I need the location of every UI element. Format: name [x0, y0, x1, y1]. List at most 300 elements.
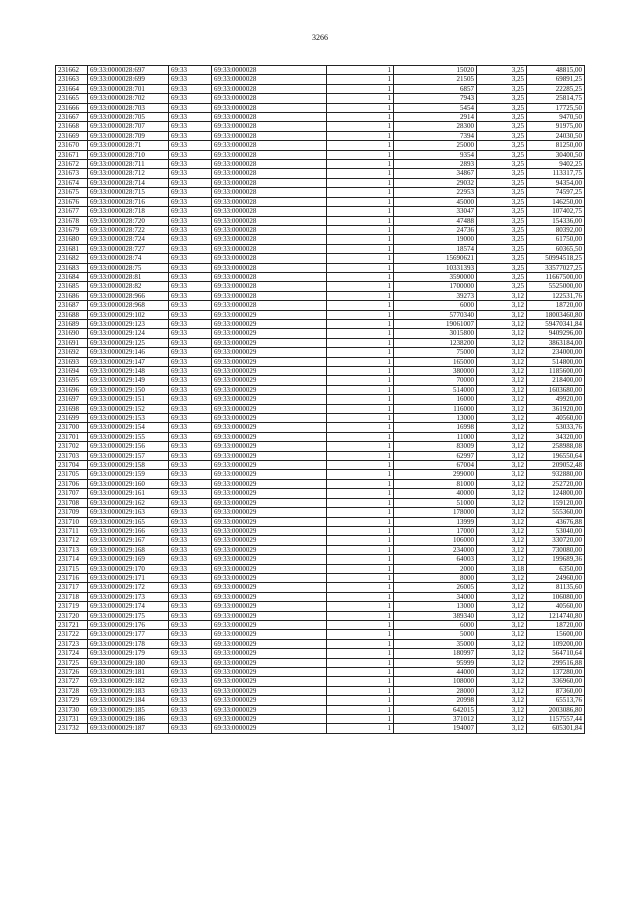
cadastral-quarter-cell: 69:33:0000029 [212, 602, 327, 611]
table-row [56, 141, 585, 150]
region-code-cell: 69:33 [169, 282, 212, 291]
cadastral-value-cell: 113317,75 [527, 169, 585, 178]
cadastral-quarter-cell: 69:33:0000029 [212, 668, 327, 677]
cadastral-value-cell: 2003086,80 [527, 705, 585, 714]
row-number-cell: 231716 [56, 573, 88, 582]
table-row [56, 555, 585, 564]
cadastral-value-cell: 40560,00 [527, 602, 585, 611]
cadastral-value-cell: 59470341,84 [527, 319, 585, 328]
area-value-cell: 95999 [394, 658, 477, 667]
region-code-cell: 69:33 [169, 169, 212, 178]
table-row [56, 592, 585, 601]
region-code-cell: 69:33 [169, 432, 212, 441]
cadastral-quarter-cell: 69:33:0000029 [212, 564, 327, 573]
cadastral-number-cell: 69:33:0000028:703 [88, 103, 169, 112]
cadastral-number-cell: 69:33:0000029:124 [88, 329, 169, 338]
rate-value-cell: 3,12 [477, 639, 527, 648]
region-code-cell: 69:33 [169, 489, 212, 498]
cadastral-quarter-cell: 69:33:0000029 [212, 686, 327, 695]
table-row [56, 705, 585, 714]
count-value-cell: 1 [327, 254, 394, 263]
cadastral-value-cell: 555360,00 [527, 508, 585, 517]
table-row [56, 131, 585, 140]
area-value-cell: 39273 [394, 291, 477, 300]
region-code-cell: 69:33 [169, 715, 212, 724]
rate-value-cell: 3,25 [477, 254, 527, 263]
rate-value-cell: 3,25 [477, 131, 527, 140]
region-code-cell: 69:33 [169, 470, 212, 479]
region-code-cell: 69:33 [169, 348, 212, 357]
row-number-cell: 231715 [56, 564, 88, 573]
cadastral-number-cell: 69:33:0000029:165 [88, 517, 169, 526]
count-value-cell: 1 [327, 602, 394, 611]
cadastral-number-cell: 69:33:0000028:81 [88, 272, 169, 281]
cadastral-number-cell: 69:33:0000029:175 [88, 611, 169, 620]
cadastral-quarter-cell: 69:33:0000029 [212, 536, 327, 545]
rate-value-cell: 3,18 [477, 564, 527, 573]
table-row [56, 639, 585, 648]
cadastral-value-table [55, 65, 585, 734]
count-value-cell: 1 [327, 272, 394, 281]
cadastral-value-cell: 6350,00 [527, 564, 585, 573]
table-row [56, 254, 585, 263]
count-value-cell: 1 [327, 395, 394, 404]
area-value-cell: 2914 [394, 113, 477, 122]
area-value-cell: 1238200 [394, 338, 477, 347]
row-number-cell: 231704 [56, 461, 88, 470]
count-value-cell: 1 [327, 639, 394, 648]
area-value-cell: 5770340 [394, 310, 477, 319]
region-code-cell: 69:33 [169, 367, 212, 376]
cadastral-quarter-cell: 69:33:0000029 [212, 367, 327, 376]
cadastral-number-cell: 69:33:0000029:102 [88, 310, 169, 319]
rate-value-cell: 3,12 [477, 611, 527, 620]
table-row [56, 329, 585, 338]
count-value-cell: 1 [327, 489, 394, 498]
table-row [56, 564, 585, 573]
row-number-cell: 231726 [56, 668, 88, 677]
count-value-cell: 1 [327, 113, 394, 122]
cadastral-value-cell: 106080,00 [527, 592, 585, 601]
cadastral-quarter-cell: 69:33:0000028 [212, 113, 327, 122]
area-value-cell: 34867 [394, 169, 477, 178]
cadastral-value-cell: 218400,00 [527, 376, 585, 385]
count-value-cell: 1 [327, 404, 394, 413]
region-code-cell: 69:33 [169, 498, 212, 507]
cadastral-value-cell: 336960,00 [527, 677, 585, 686]
region-code-cell: 69:33 [169, 479, 212, 488]
cadastral-number-cell: 69:33:0000029:148 [88, 367, 169, 376]
cadastral-number-cell: 69:33:0000029:125 [88, 338, 169, 347]
row-number-cell: 231717 [56, 583, 88, 592]
row-number-cell: 231683 [56, 263, 88, 272]
cadastral-quarter-cell: 69:33:0000028 [212, 282, 327, 291]
cadastral-number-cell: 69:33:0000028:697 [88, 66, 169, 75]
table-row [56, 545, 585, 554]
region-code-cell: 69:33 [169, 188, 212, 197]
cadastral-value-cell: 1214740,80 [527, 611, 585, 620]
count-value-cell: 1 [327, 536, 394, 545]
rate-value-cell: 3,25 [477, 169, 527, 178]
row-number-cell: 231724 [56, 649, 88, 658]
rate-value-cell: 3,25 [477, 113, 527, 122]
row-number-cell: 231731 [56, 715, 88, 724]
count-value-cell: 1 [327, 611, 394, 620]
row-number-cell: 231718 [56, 592, 88, 601]
region-code-cell: 69:33 [169, 611, 212, 620]
cadastral-value-cell: 124800,00 [527, 489, 585, 498]
cadastral-number-cell: 69:33:0000029:186 [88, 715, 169, 724]
cadastral-quarter-cell: 69:33:0000029 [212, 677, 327, 686]
table-row [56, 414, 585, 423]
region-code-cell: 69:33 [169, 357, 212, 366]
row-number-cell: 231667 [56, 113, 88, 122]
rate-value-cell: 3,25 [477, 94, 527, 103]
cadastral-quarter-cell: 69:33:0000029 [212, 404, 327, 413]
cadastral-quarter-cell: 69:33:0000029 [212, 479, 327, 488]
cadastral-number-cell: 69:33:0000028:705 [88, 113, 169, 122]
region-code-cell: 69:33 [169, 451, 212, 460]
count-value-cell: 1 [327, 141, 394, 150]
rate-value-cell: 3,12 [477, 526, 527, 535]
row-number-cell: 231664 [56, 84, 88, 93]
region-code-cell: 69:33 [169, 310, 212, 319]
cadastral-value-cell: 24960,00 [527, 573, 585, 582]
region-code-cell: 69:33 [169, 160, 212, 169]
cadastral-number-cell: 69:33:0000029:153 [88, 414, 169, 423]
area-value-cell: 15690621 [394, 254, 477, 263]
region-code-cell: 69:33 [169, 376, 212, 385]
area-value-cell: 5000 [394, 630, 477, 639]
region-code-cell: 69:33 [169, 649, 212, 658]
count-value-cell: 1 [327, 357, 394, 366]
cadastral-quarter-cell: 69:33:0000029 [212, 555, 327, 564]
count-value-cell: 1 [327, 649, 394, 658]
cadastral-number-cell: 69:33:0000029:171 [88, 573, 169, 582]
area-value-cell: 29032 [394, 178, 477, 187]
area-value-cell: 51000 [394, 498, 477, 507]
table-row [56, 508, 585, 517]
cadastral-value-cell: 94354,00 [527, 178, 585, 187]
rate-value-cell: 3,25 [477, 244, 527, 253]
area-value-cell: 7943 [394, 94, 477, 103]
cadastral-quarter-cell: 69:33:0000028 [212, 169, 327, 178]
count-value-cell: 1 [327, 555, 394, 564]
cadastral-value-cell: 61750,00 [527, 235, 585, 244]
region-code-cell: 69:33 [169, 592, 212, 601]
rate-value-cell: 3,12 [477, 602, 527, 611]
area-value-cell: 6000 [394, 301, 477, 310]
cadastral-number-cell: 69:33:0000028:702 [88, 94, 169, 103]
cadastral-quarter-cell: 69:33:0000028 [212, 235, 327, 244]
region-code-cell: 69:33 [169, 461, 212, 470]
area-value-cell: 24736 [394, 225, 477, 234]
table-row [56, 150, 585, 159]
row-number-cell: 231666 [56, 103, 88, 112]
cadastral-quarter-cell: 69:33:0000029 [212, 526, 327, 535]
area-value-cell: 5454 [394, 103, 477, 112]
table-row [56, 301, 585, 310]
area-value-cell: 3015800 [394, 329, 477, 338]
cadastral-number-cell: 69:33:0000029:150 [88, 385, 169, 394]
cadastral-value-cell: 17725,50 [527, 103, 585, 112]
cadastral-quarter-cell: 69:33:0000029 [212, 461, 327, 470]
cadastral-value-cell: 1185600,00 [527, 367, 585, 376]
row-number-cell: 231691 [56, 338, 88, 347]
row-number-cell: 231708 [56, 498, 88, 507]
cadastral-quarter-cell: 69:33:0000028 [212, 291, 327, 300]
row-number-cell: 231692 [56, 348, 88, 357]
cadastral-value-cell: 15600,00 [527, 630, 585, 639]
region-code-cell: 69:33 [169, 630, 212, 639]
region-code-cell: 69:33 [169, 66, 212, 75]
table-row [56, 677, 585, 686]
count-value-cell: 1 [327, 150, 394, 159]
rate-value-cell: 3,12 [477, 338, 527, 347]
cadastral-value-cell: 22285,25 [527, 84, 585, 93]
cadastral-quarter-cell: 69:33:0000029 [212, 414, 327, 423]
table-row [56, 272, 585, 281]
region-code-cell: 69:33 [169, 329, 212, 338]
rate-value-cell: 3,12 [477, 404, 527, 413]
cadastral-quarter-cell: 69:33:0000029 [212, 338, 327, 347]
row-number-cell: 231668 [56, 122, 88, 131]
cadastral-quarter-cell: 69:33:0000028 [212, 178, 327, 187]
cadastral-number-cell: 69:33:0000029:123 [88, 319, 169, 328]
region-code-cell: 69:33 [169, 602, 212, 611]
table-row [56, 84, 585, 93]
count-value-cell: 1 [327, 75, 394, 84]
row-number-cell: 231732 [56, 724, 88, 733]
row-number-cell: 231678 [56, 216, 88, 225]
region-code-cell: 69:33 [169, 508, 212, 517]
table-row [56, 724, 585, 733]
row-number-cell: 231669 [56, 131, 88, 140]
rate-value-cell: 3,12 [477, 489, 527, 498]
table-row [56, 526, 585, 535]
row-number-cell: 231662 [56, 66, 88, 75]
row-number-cell: 231676 [56, 197, 88, 206]
region-code-cell: 69:33 [169, 244, 212, 253]
cadastral-value-cell: 122531,76 [527, 291, 585, 300]
rate-value-cell: 3,12 [477, 414, 527, 423]
count-value-cell: 1 [327, 724, 394, 733]
area-value-cell: 64003 [394, 555, 477, 564]
row-number-cell: 231693 [56, 357, 88, 366]
rate-value-cell: 3,25 [477, 225, 527, 234]
cadastral-quarter-cell: 69:33:0000028 [212, 216, 327, 225]
table-row [56, 630, 585, 639]
cadastral-number-cell: 69:33:0000029:158 [88, 461, 169, 470]
row-number-cell: 231663 [56, 75, 88, 84]
count-value-cell: 1 [327, 432, 394, 441]
count-value-cell: 1 [327, 122, 394, 131]
row-number-cell: 231712 [56, 536, 88, 545]
cadastral-number-cell: 69:33:0000029:168 [88, 545, 169, 554]
cadastral-number-cell: 69:33:0000029:183 [88, 686, 169, 695]
region-code-cell: 69:33 [169, 620, 212, 629]
rate-value-cell: 3,25 [477, 84, 527, 93]
area-value-cell: 45000 [394, 197, 477, 206]
cadastral-quarter-cell: 69:33:0000029 [212, 357, 327, 366]
count-value-cell: 1 [327, 178, 394, 187]
rate-value-cell: 3,12 [477, 508, 527, 517]
cadastral-number-cell: 69:33:0000028:716 [88, 197, 169, 206]
cadastral-quarter-cell: 69:33:0000028 [212, 207, 327, 216]
region-code-cell: 69:33 [169, 235, 212, 244]
region-code-cell: 69:33 [169, 555, 212, 564]
cadastral-number-cell: 69:33:0000029:152 [88, 404, 169, 413]
count-value-cell: 1 [327, 677, 394, 686]
table-row [56, 404, 585, 413]
area-value-cell: 26005 [394, 583, 477, 592]
rate-value-cell: 3,12 [477, 395, 527, 404]
row-number-cell: 231729 [56, 696, 88, 705]
count-value-cell: 1 [327, 442, 394, 451]
table-row [56, 602, 585, 611]
count-value-cell: 1 [327, 103, 394, 112]
cadastral-value-cell: 74597,25 [527, 188, 585, 197]
cadastral-value-cell: 34320,00 [527, 432, 585, 441]
cadastral-number-cell: 69:33:0000029:163 [88, 508, 169, 517]
area-value-cell: 10331393 [394, 263, 477, 272]
area-value-cell: 13000 [394, 414, 477, 423]
cadastral-number-cell: 69:33:0000028:718 [88, 207, 169, 216]
region-code-cell: 69:33 [169, 442, 212, 451]
table-row [56, 122, 585, 131]
row-number-cell: 231687 [56, 301, 88, 310]
region-code-cell: 69:33 [169, 536, 212, 545]
region-code-cell: 69:33 [169, 103, 212, 112]
region-code-cell: 69:33 [169, 677, 212, 686]
area-value-cell: 6857 [394, 84, 477, 93]
rate-value-cell: 3,25 [477, 160, 527, 169]
cadastral-quarter-cell: 69:33:0000029 [212, 508, 327, 517]
count-value-cell: 1 [327, 658, 394, 667]
table-row [56, 348, 585, 357]
cadastral-value-cell: 91975,00 [527, 122, 585, 131]
area-value-cell: 83009 [394, 442, 477, 451]
cadastral-quarter-cell: 69:33:0000028 [212, 225, 327, 234]
area-value-cell: 40000 [394, 489, 477, 498]
count-value-cell: 1 [327, 573, 394, 582]
area-value-cell: 3590000 [394, 272, 477, 281]
row-number-cell: 231665 [56, 94, 88, 103]
area-value-cell: 19000 [394, 235, 477, 244]
table-row [56, 517, 585, 526]
area-value-cell: 234000 [394, 545, 477, 554]
count-value-cell: 1 [327, 686, 394, 695]
cadastral-quarter-cell: 69:33:0000029 [212, 724, 327, 733]
table-row [56, 291, 585, 300]
rate-value-cell: 3,25 [477, 263, 527, 272]
cadastral-quarter-cell: 69:33:0000029 [212, 348, 327, 357]
region-code-cell: 69:33 [169, 131, 212, 140]
cadastral-quarter-cell: 69:33:0000028 [212, 122, 327, 131]
cadastral-quarter-cell: 69:33:0000029 [212, 376, 327, 385]
cadastral-quarter-cell: 69:33:0000029 [212, 319, 327, 328]
count-value-cell: 1 [327, 620, 394, 629]
row-number-cell: 231728 [56, 686, 88, 695]
cadastral-number-cell: 69:33:0000028:712 [88, 169, 169, 178]
row-number-cell: 231710 [56, 517, 88, 526]
cadastral-value-cell: 18720,00 [527, 301, 585, 310]
area-value-cell: 62997 [394, 451, 477, 460]
count-value-cell: 1 [327, 451, 394, 460]
cadastral-quarter-cell: 69:33:0000029 [212, 310, 327, 319]
region-code-cell: 69:33 [169, 724, 212, 733]
region-code-cell: 69:33 [169, 395, 212, 404]
cadastral-quarter-cell: 69:33:0000028 [212, 188, 327, 197]
cadastral-quarter-cell: 69:33:0000029 [212, 545, 327, 554]
count-value-cell: 1 [327, 84, 394, 93]
count-value-cell: 1 [327, 197, 394, 206]
row-number-cell: 231714 [56, 555, 88, 564]
table-row [56, 263, 585, 272]
row-number-cell: 231695 [56, 376, 88, 385]
region-code-cell: 69:33 [169, 385, 212, 394]
count-value-cell: 1 [327, 131, 394, 140]
cadastral-number-cell: 69:33:0000028:711 [88, 160, 169, 169]
count-value-cell: 1 [327, 592, 394, 601]
cadastral-value-cell: 1157557,44 [527, 715, 585, 724]
cadastral-number-cell: 69:33:0000029:149 [88, 376, 169, 385]
region-code-cell: 69:33 [169, 545, 212, 554]
area-value-cell: 67004 [394, 461, 477, 470]
row-number-cell: 231700 [56, 423, 88, 432]
rate-value-cell: 3,12 [477, 470, 527, 479]
row-number-cell: 231696 [56, 385, 88, 394]
count-value-cell: 1 [327, 564, 394, 573]
cadastral-quarter-cell: 69:33:0000028 [212, 103, 327, 112]
table-row [56, 235, 585, 244]
cadastral-number-cell: 69:33:0000029:177 [88, 630, 169, 639]
table-row [56, 536, 585, 545]
cadastral-value-cell: 330720,00 [527, 536, 585, 545]
row-number-cell: 231680 [56, 235, 88, 244]
cadastral-number-cell: 69:33:0000029:155 [88, 432, 169, 441]
region-code-cell: 69:33 [169, 705, 212, 714]
area-value-cell: 8000 [394, 573, 477, 582]
rate-value-cell: 3,25 [477, 216, 527, 225]
area-value-cell: 299000 [394, 470, 477, 479]
rate-value-cell: 3,12 [477, 432, 527, 441]
table-row [56, 658, 585, 667]
count-value-cell: 1 [327, 263, 394, 272]
count-value-cell: 1 [327, 188, 394, 197]
rate-value-cell: 3,25 [477, 188, 527, 197]
count-value-cell: 1 [327, 244, 394, 253]
cadastral-value-cell: 87360,00 [527, 686, 585, 695]
cadastral-quarter-cell: 69:33:0000029 [212, 329, 327, 338]
row-number-cell: 231706 [56, 479, 88, 488]
region-code-cell: 69:33 [169, 573, 212, 582]
table-row [56, 395, 585, 404]
cadastral-value-cell: 53040,00 [527, 526, 585, 535]
cadastral-number-cell: 69:33:0000029:176 [88, 620, 169, 629]
rate-value-cell: 3,12 [477, 705, 527, 714]
row-number-cell: 231671 [56, 150, 88, 159]
table-row [56, 197, 585, 206]
cadastral-value-cell: 33577027,25 [527, 263, 585, 272]
region-code-cell: 69:33 [169, 84, 212, 93]
row-number-cell: 231690 [56, 329, 88, 338]
cadastral-number-cell: 69:33:0000029:182 [88, 677, 169, 686]
rate-value-cell: 3,12 [477, 357, 527, 366]
cadastral-quarter-cell: 69:33:0000029 [212, 517, 327, 526]
table-row [56, 498, 585, 507]
count-value-cell: 1 [327, 301, 394, 310]
